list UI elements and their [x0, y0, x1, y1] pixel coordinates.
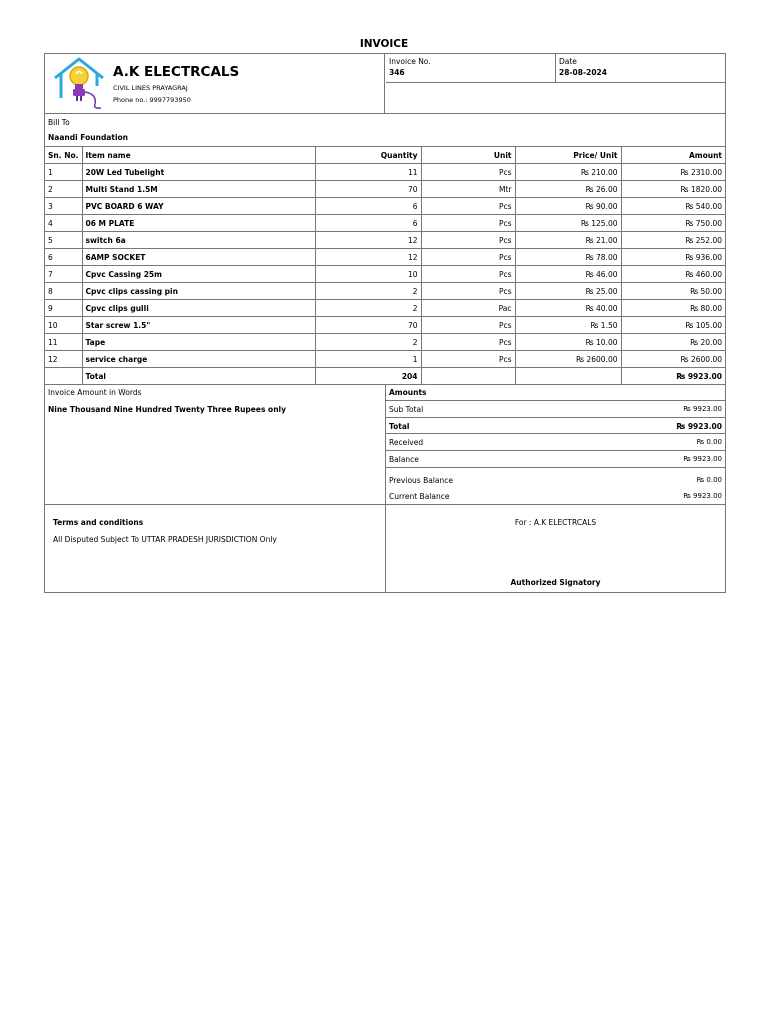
header-quantity: Quantity: [315, 147, 421, 164]
cell-sn: 6: [45, 249, 82, 266]
invoice-header: [45, 54, 725, 114]
total-row: [386, 418, 725, 434]
terms-title: Terms and conditions: [53, 518, 144, 527]
invoice-title: INVOICE: [359, 38, 409, 50]
cell-amount: ₨ 2600.00: [621, 351, 725, 368]
items-table: [45, 146, 725, 385]
cell-item-name: switch 6a: [82, 232, 315, 249]
cell-item-name: service charge: [82, 351, 315, 368]
table-row: [45, 317, 725, 334]
company-name: A.K ELECTRCALS: [113, 64, 240, 80]
cell-sn: 9: [45, 300, 82, 317]
invoice-sheet: [44, 53, 726, 593]
for-company-line: For : A.K ELECTRCALS: [514, 518, 597, 527]
cell-item-name: Tape: [82, 334, 315, 351]
cell-quantity: 2: [315, 283, 421, 300]
invoice-number-label: Invoice No.: [389, 57, 431, 66]
received-row: [386, 434, 725, 451]
cell-item-name: Cpvc clips gulli: [82, 300, 315, 317]
total-empty-cell: [45, 368, 82, 385]
cell-quantity: 2: [315, 300, 421, 317]
header-price: Price/ Unit: [515, 147, 621, 164]
company-phone: Phone no.: 9997793950: [113, 96, 191, 104]
cell-price: ₨ 40.00: [515, 300, 621, 317]
company-address: CIVIL LINES PRAYAGRAJ: [113, 84, 188, 92]
table-row: [45, 300, 725, 317]
current-balance-row: [386, 488, 725, 504]
cell-price: ₨ 25.00: [515, 283, 621, 300]
cell-sn: 8: [45, 283, 82, 300]
cell-price: ₨ 210.00: [515, 164, 621, 181]
amount-in-words-label: Invoice Amount in Words: [48, 388, 142, 397]
cell-quantity: 11: [315, 164, 421, 181]
header-sn: Sn. No.: [45, 147, 82, 164]
cell-sn: 7: [45, 266, 82, 283]
cell-sn: 10: [45, 317, 82, 334]
cell-quantity: 12: [315, 232, 421, 249]
amounts-total-label: Total: [389, 422, 410, 431]
amount-in-words-block: [45, 384, 386, 505]
cell-item-name: 20W Led Tubelight: [82, 164, 315, 181]
cell-sn: 5: [45, 232, 82, 249]
cell-sn: 12: [45, 351, 82, 368]
cell-quantity: 70: [315, 181, 421, 198]
balance-value: ₨ 9923.00: [683, 455, 722, 463]
bulb-plug-house-logo-icon: [51, 56, 107, 110]
table-row: [45, 283, 725, 300]
cell-unit: Mtr: [421, 181, 515, 198]
previous-balance-value: ₨ 0.00: [696, 476, 722, 484]
table-row: [45, 198, 725, 215]
sub-total-label: Sub Total: [389, 405, 424, 414]
cell-amount: ₨ 252.00: [621, 232, 725, 249]
header-unit: Unit: [421, 147, 515, 164]
cell-amount: ₨ 1820.00: [621, 181, 725, 198]
terms-text: All Disputed Subject To UTTAR PRADESH JURISDICTION Only: [53, 535, 277, 544]
header-item: Item name: [82, 147, 315, 164]
cell-quantity: 2: [315, 334, 421, 351]
previous-balance-row: [386, 472, 725, 488]
header-amount: Amount: [621, 147, 725, 164]
cell-item-name: Cpvc clips cassing pin: [82, 283, 315, 300]
current-balance-value: ₨ 9923.00: [683, 492, 722, 500]
cell-sn: 4: [45, 215, 82, 232]
total-empty-cell: [515, 368, 621, 385]
cell-unit: Pcs: [421, 164, 515, 181]
invoice-number-block: [386, 54, 556, 83]
received-value: ₨ 0.00: [696, 438, 722, 446]
previous-balance-label: Previous Balance: [389, 476, 453, 485]
cell-amount: ₨ 540.00: [621, 198, 725, 215]
cell-unit: Pac: [421, 300, 515, 317]
table-header-row: [45, 147, 725, 164]
cell-price: ₨ 46.00: [515, 266, 621, 283]
sub-total-row: [386, 401, 725, 418]
invoice-number: 346: [389, 68, 405, 77]
sub-total-value: ₨ 9923.00: [683, 405, 722, 413]
amount-in-words: Nine Thousand Nine Hundred Twenty Three Rupees only: [48, 405, 287, 414]
cell-unit: Pcs: [421, 215, 515, 232]
balance-label: Balance: [389, 455, 419, 464]
cell-sn: 2: [45, 181, 82, 198]
cell-quantity: 1: [315, 351, 421, 368]
bill-to-block: [45, 114, 725, 146]
table-row: [45, 215, 725, 232]
amounts-title-row: [386, 384, 725, 401]
cell-quantity: 10: [315, 266, 421, 283]
cell-price: ₨ 1.50: [515, 317, 621, 334]
cell-sn: 1: [45, 164, 82, 181]
cell-amount: ₨ 80.00: [621, 300, 725, 317]
cell-item-name: Star screw 1.5": [82, 317, 315, 334]
balance-row: [386, 451, 725, 468]
cell-amount: ₨ 2310.00: [621, 164, 725, 181]
table-total-row: [45, 368, 725, 385]
table-row: [45, 334, 725, 351]
cell-amount: ₨ 50.00: [621, 283, 725, 300]
cell-unit: Pcs: [421, 317, 515, 334]
cell-quantity: 6: [315, 198, 421, 215]
cell-price: ₨ 26.00: [515, 181, 621, 198]
terms-block: [45, 505, 386, 593]
cell-sn: 3: [45, 198, 82, 215]
table-row: [45, 266, 725, 283]
cell-price: ₨ 2600.00: [515, 351, 621, 368]
current-balance-label: Current Balance: [389, 492, 450, 501]
cell-unit: Pcs: [421, 249, 515, 266]
cell-price: ₨ 125.00: [515, 215, 621, 232]
amounts-title: Amounts: [389, 388, 427, 397]
cell-item-name: 06 M PLATE: [82, 215, 315, 232]
invoice-date: 28-08-2024: [559, 68, 607, 77]
cell-unit: Pcs: [421, 232, 515, 249]
cell-unit: Pcs: [421, 198, 515, 215]
cell-sn: 11: [45, 334, 82, 351]
table-row: [45, 351, 725, 368]
total-amount: ₨ 9923.00: [621, 368, 725, 385]
bill-to-name: Naandi Foundation: [48, 133, 129, 142]
table-row: [45, 181, 725, 198]
received-label: Received: [389, 438, 424, 447]
amounts-block: [386, 384, 725, 505]
cell-item-name: 6AMP SOCKET: [82, 249, 315, 266]
total-empty-cell: [421, 368, 515, 385]
cell-amount: ₨ 936.00: [621, 249, 725, 266]
table-row: [45, 249, 725, 266]
cell-item-name: PVC BOARD 6 WAY: [82, 198, 315, 215]
header-empty-cell: [386, 83, 725, 113]
total-quantity: 204: [315, 368, 421, 385]
cell-price: ₨ 90.00: [515, 198, 621, 215]
cell-price: ₨ 78.00: [515, 249, 621, 266]
cell-unit: Pcs: [421, 283, 515, 300]
cell-price: ₨ 21.00: [515, 232, 621, 249]
cell-amount: ₨ 105.00: [621, 317, 725, 334]
authorized-signatory: Authorized Signatory: [510, 578, 601, 587]
bill-to-label: Bill To: [48, 118, 70, 127]
cell-item-name: Cpvc Cassing 25m: [82, 266, 315, 283]
table-row: [45, 164, 725, 181]
invoice-date-block: [556, 54, 725, 83]
amounts-total-value: ₨ 9923.00: [676, 422, 722, 431]
cell-unit: Pcs: [421, 266, 515, 283]
cell-unit: Pcs: [421, 351, 515, 368]
cell-unit: Pcs: [421, 334, 515, 351]
cell-quantity: 12: [315, 249, 421, 266]
table-row: [45, 232, 725, 249]
invoice-date-label: Date: [559, 57, 577, 66]
item-rows: [45, 164, 725, 368]
cell-amount: ₨ 20.00: [621, 334, 725, 351]
company-block: [45, 54, 385, 113]
cell-item-name: Multi Stand 1.5M: [82, 181, 315, 198]
signature-block: [386, 505, 725, 593]
cell-amount: ₨ 460.00: [621, 266, 725, 283]
cell-price: ₨ 10.00: [515, 334, 621, 351]
cell-amount: ₨ 750.00: [621, 215, 725, 232]
cell-quantity: 6: [315, 215, 421, 232]
total-label: Total: [82, 368, 315, 385]
cell-quantity: 70: [315, 317, 421, 334]
